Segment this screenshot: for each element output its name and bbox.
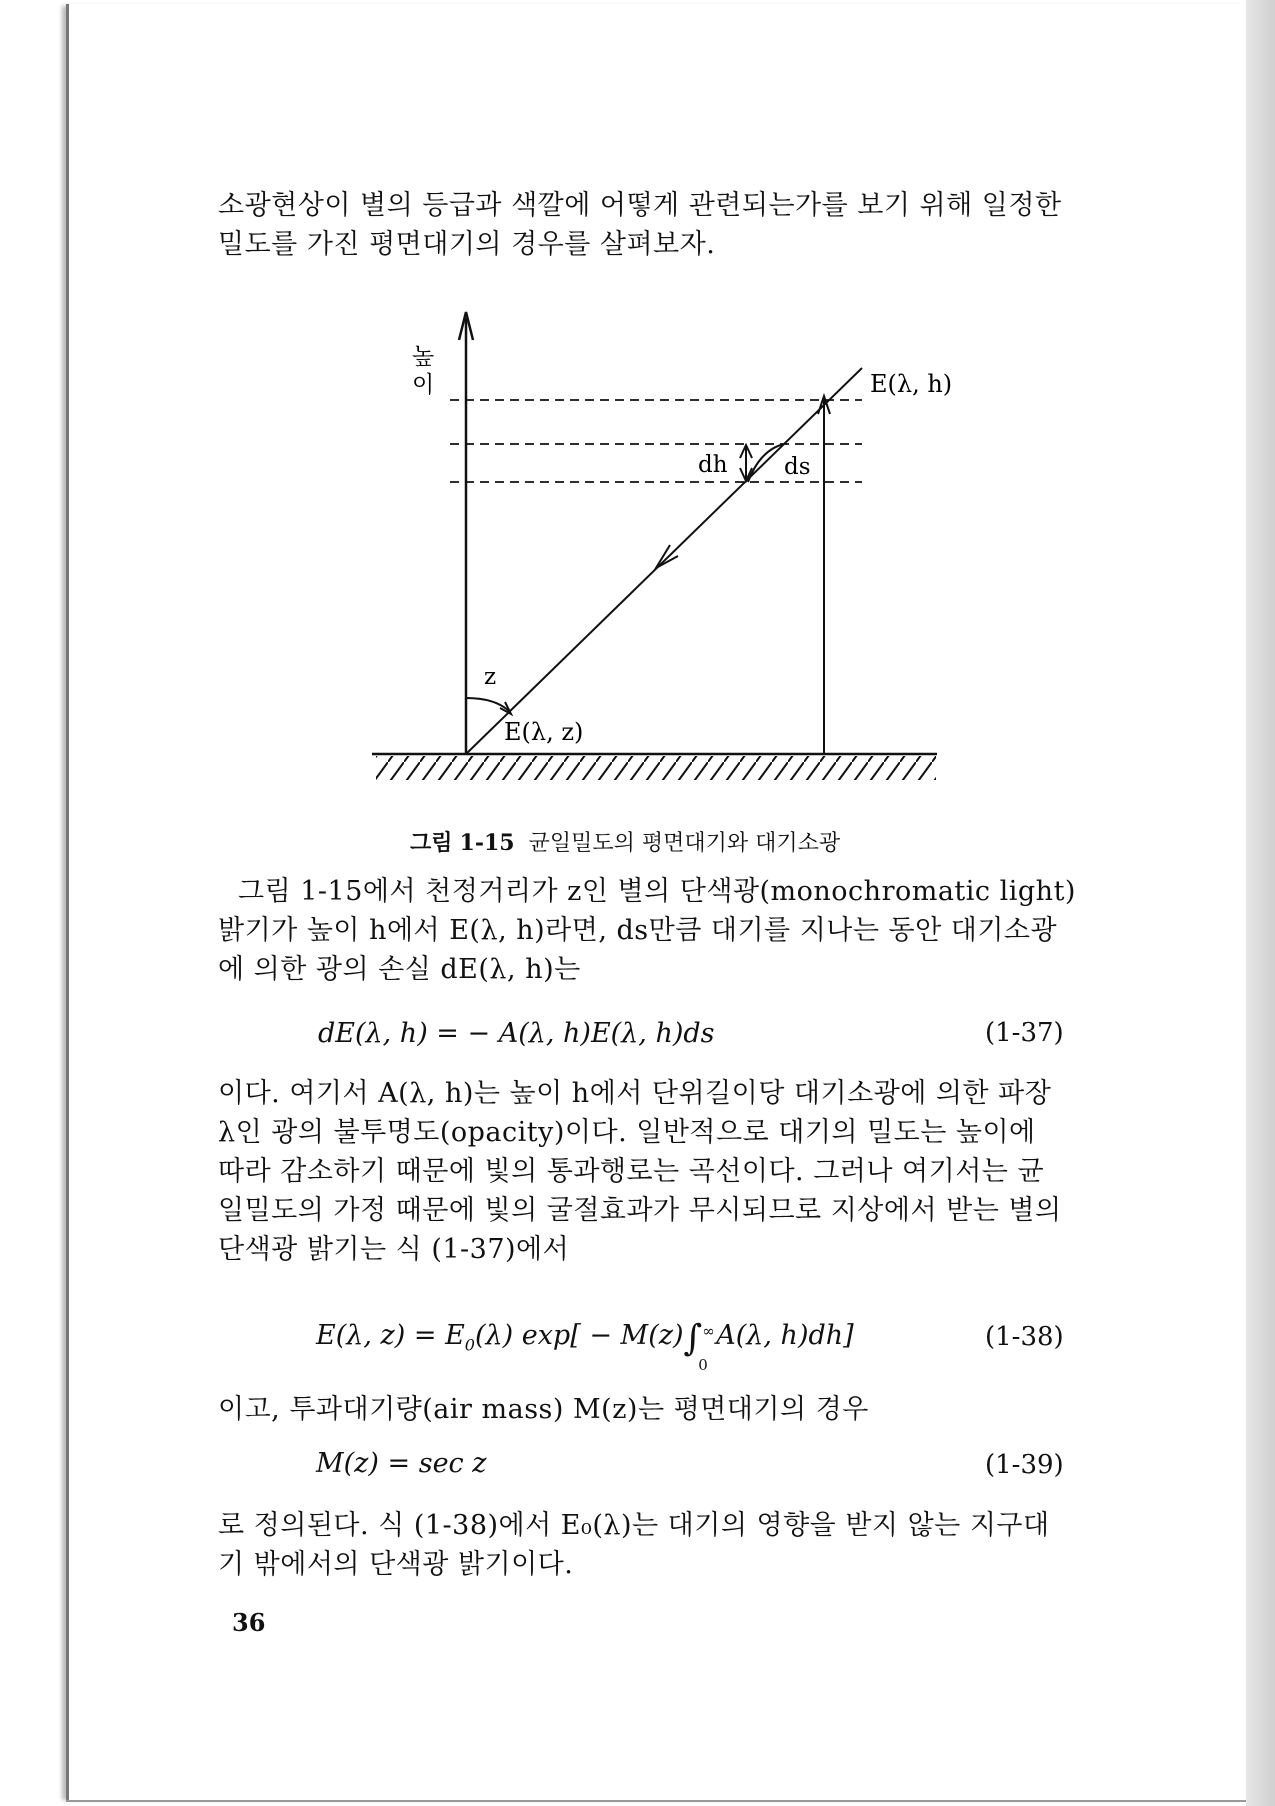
page-number: 36 [232, 1608, 266, 1637]
para2-line-1: 이다. 여기서 A(λ, h)는 높이 h에서 단위길이당 대기소광에 의한 파장 [218, 1078, 1052, 1109]
axis-label-height-1: 높 [412, 344, 435, 370]
equation-number-1-37: (1-37) [985, 1018, 1064, 1048]
light-path [466, 368, 862, 754]
paragraph-2 [218, 1074, 1126, 1269]
eq38-lower-limit: 0 [698, 1356, 708, 1374]
equation-number-1-38: (1-38) [985, 1322, 1064, 1352]
label-ds: ds [784, 454, 811, 480]
para1-line-3: 에 의한 광의 손실 dE(λ, h)는 [218, 954, 581, 985]
para2-line-5: 단색광 밝기는 식 (1-37)에서 [218, 1234, 570, 1265]
equation-1-38 [316, 1318, 854, 1374]
paragraph-3 [218, 1390, 1126, 1429]
para4-line-1: 로 정의된다. 식 (1-38)에서 E₀(λ)는 대기의 영향을 받지 않는 지구대 [218, 1510, 1050, 1541]
equation-number-1-39: (1-39) [985, 1450, 1064, 1480]
eq38-integral: ∫ [683, 1318, 703, 1359]
caption-number: 1-15 [459, 830, 515, 856]
para1-line-2: 밝기가 높이 h에서 E(λ, h)라면, ds만큼 대기를 지나는 동안 대기소광 [218, 915, 1058, 946]
para4-line-2: 기 밖에서의 단색광 밝기이다. [218, 1549, 574, 1580]
page-right-shadow [1246, 0, 1275, 1806]
figure-caption [410, 826, 840, 857]
page-bottom-edge [66, 1800, 1248, 1802]
figure-plane-atmosphere [372, 300, 952, 800]
para2-line-4: 일밀도의 가정 때문에 빛의 굴절효과가 무시되므로 지상에서 받는 별의 [218, 1195, 1062, 1226]
paragraph-1 [218, 872, 1126, 989]
intro-line-2: 밀도를 가진 평면대기의 경우를 살펴보자. [218, 229, 716, 260]
paragraph-4 [218, 1506, 1126, 1584]
axis-label-height-2: 이 [412, 372, 435, 398]
caption-prefix: 그림 [410, 830, 453, 856]
eq38-mid: (λ) exp[ − M(z) [474, 1320, 684, 1351]
ground-hatching [376, 756, 936, 780]
label-z: z [484, 664, 497, 690]
eq38-right: A(λ, h)dh] [716, 1320, 854, 1351]
label-E-lambda-h: E(λ, h) [870, 370, 952, 398]
equation-1-39: M(z) = sec z [316, 1448, 487, 1479]
eq38-left: E(λ, z) = E [316, 1320, 465, 1351]
para2-line-2: λ인 광의 불투명도(opacity)이다. 일반적으로 대기의 밀도는 높이에 [218, 1117, 1036, 1148]
label-E-lambda-z: E(λ, z) [504, 718, 584, 746]
para1-line-1: 그림 1-15에서 천정거리가 z인 별의 단색광(monochromatic light) [238, 876, 1076, 907]
intro-paragraph [218, 186, 1126, 264]
eq38-subscript: 0 [464, 1335, 475, 1355]
caption-text: 균일밀도의 평면대기와 대기소광 [528, 831, 841, 856]
label-dh: dh [698, 452, 728, 478]
equation-1-37: dE(λ, h) = − A(λ, h)E(λ, h)ds [318, 1018, 715, 1049]
para2-line-3: 따라 감소하기 때문에 빛의 통과행로는 곡선이다. 그러나 여기서는 균 [218, 1156, 1045, 1187]
intro-line-1: 소광현상이 별의 등급과 색깔에 어떻게 관련되는가를 보기 위해 일정한 [218, 190, 1062, 221]
eq38-upper-limit: ∞ [702, 1322, 715, 1340]
para3-line-1: 이고, 투과대기량(air mass) M(z)는 평면대기의 경우 [218, 1394, 869, 1425]
